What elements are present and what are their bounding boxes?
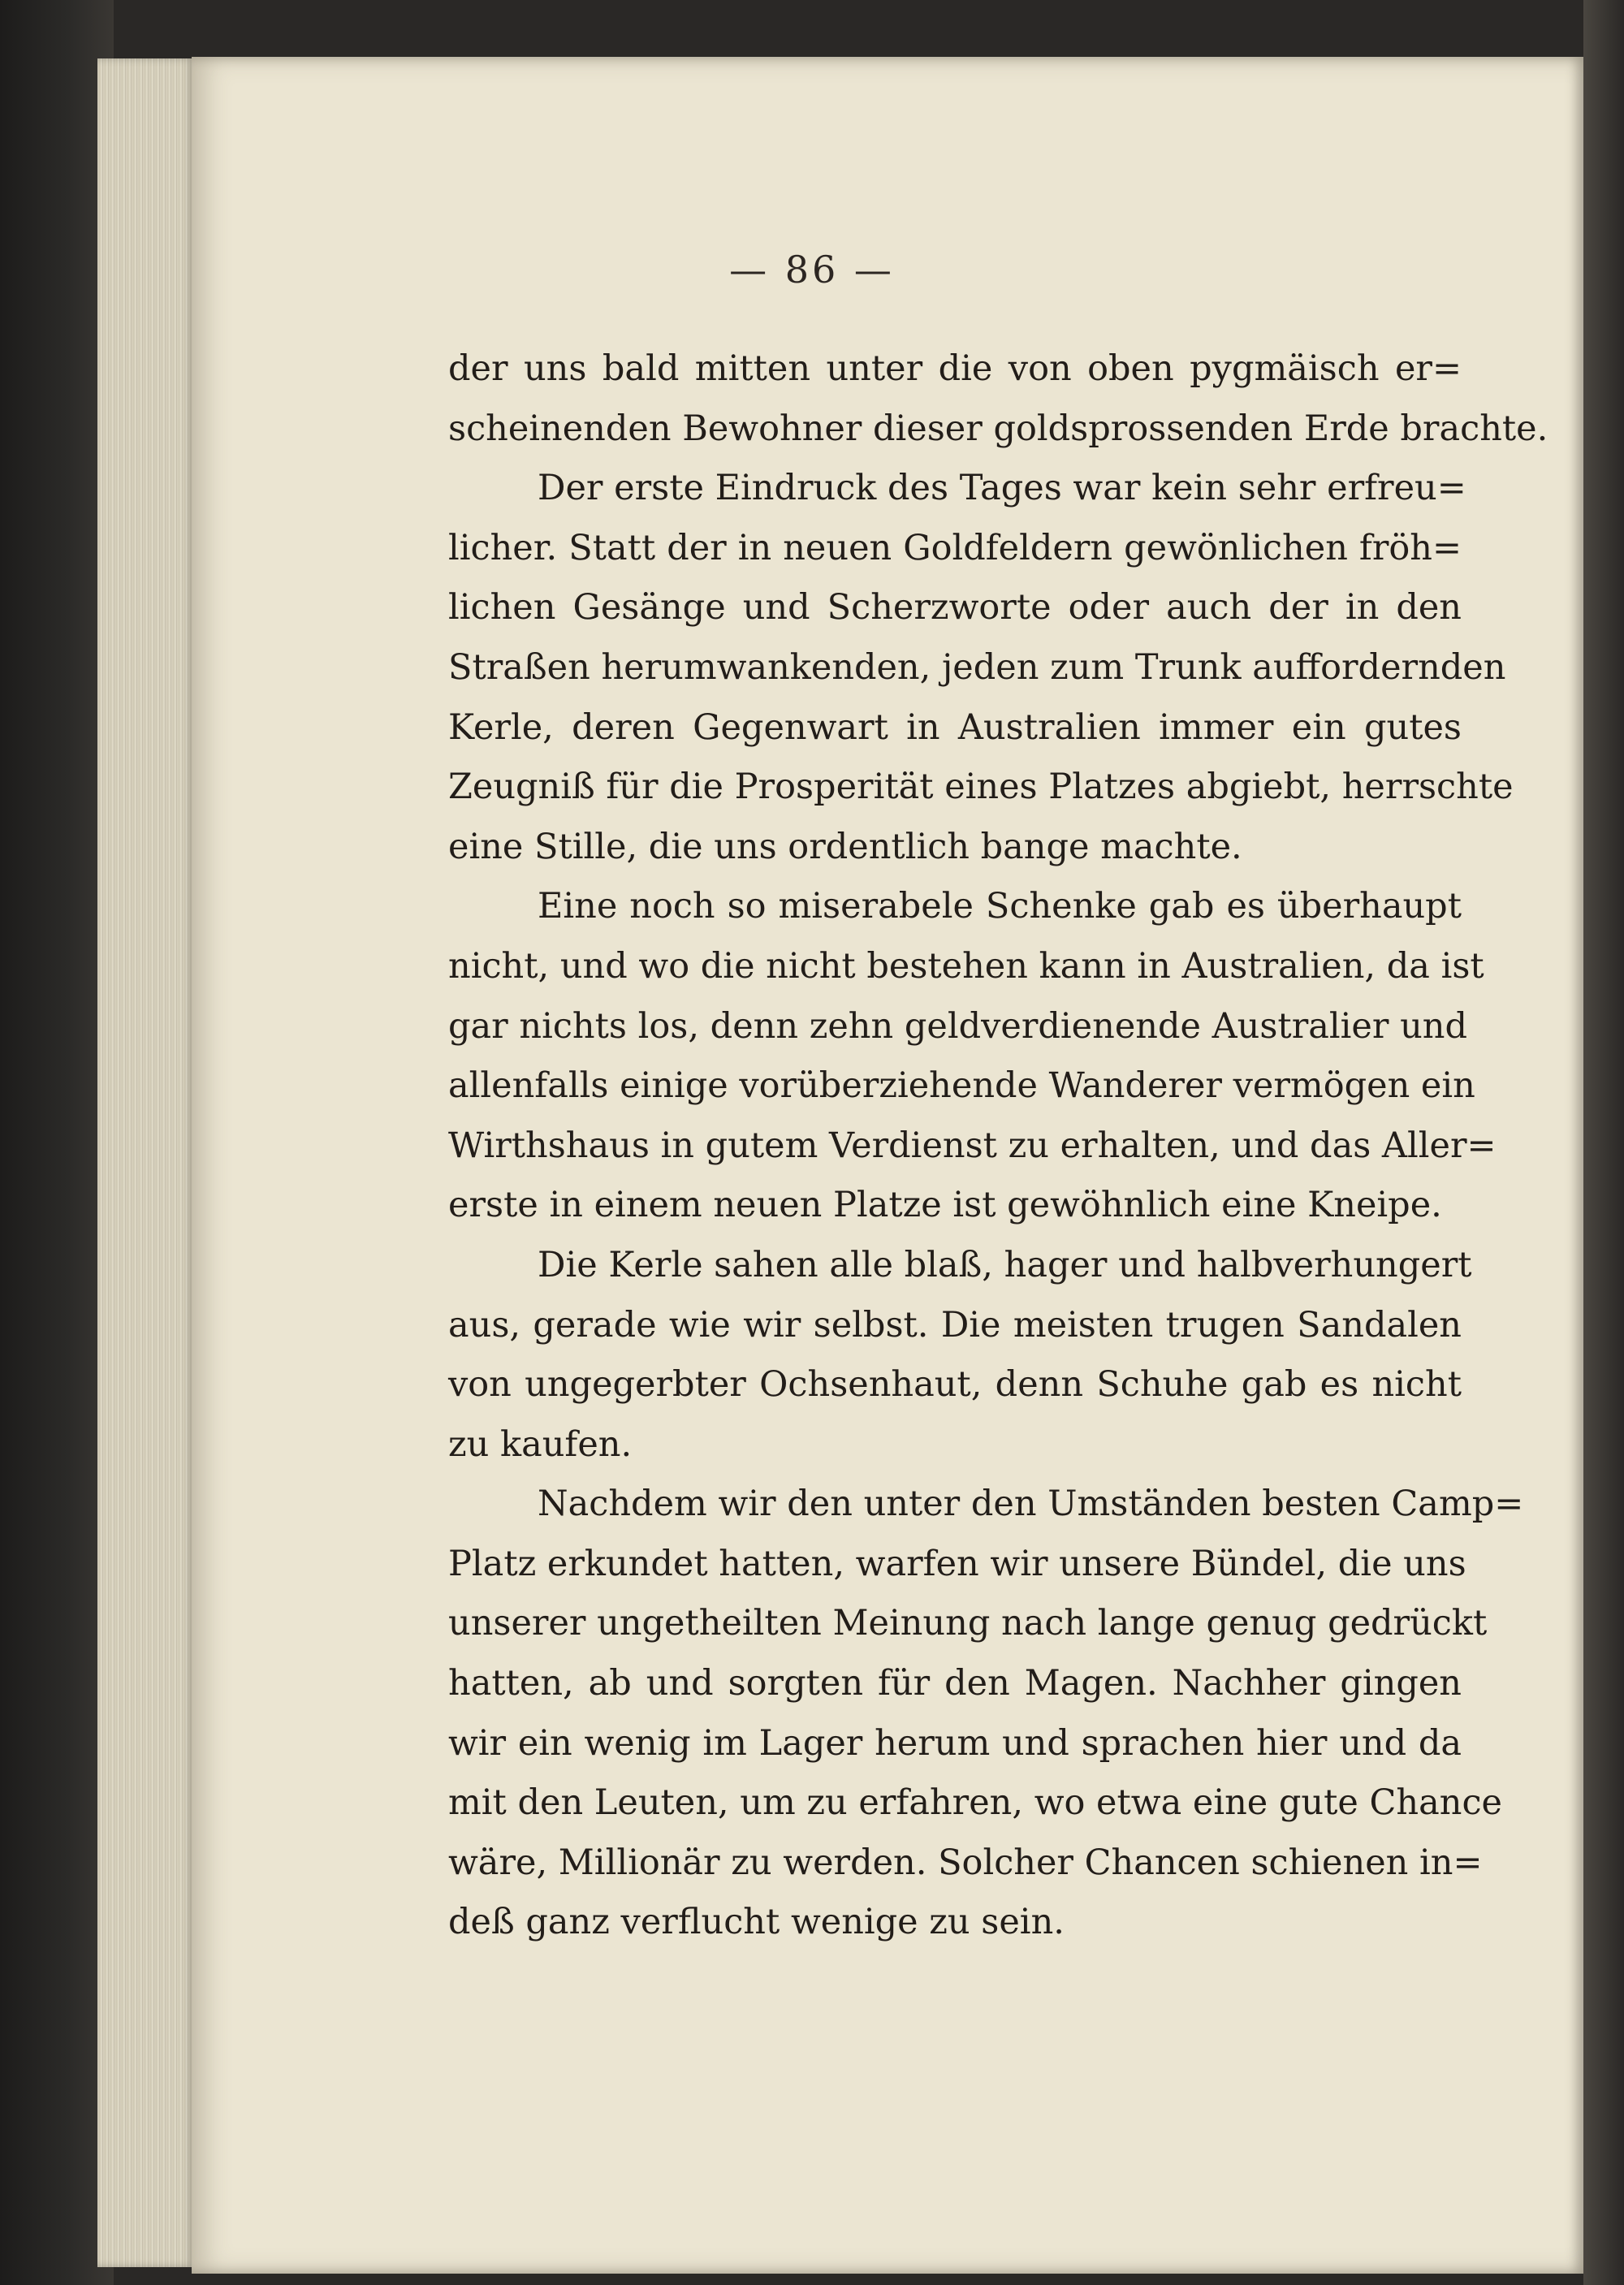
text-line: wäre, Millionär zu werden. Solcher Chancen schienen in= xyxy=(448,1842,1483,1883)
text-line: Kerle, deren Gegenwart in Australien immer ein gutes xyxy=(448,706,1462,748)
text-line: scheinenden Bewohner dieser goldsprossenden Erde brachte. xyxy=(448,408,1548,449)
text-line: wir ein wenig im Lager herum und sprachen hier und da xyxy=(448,1722,1462,1764)
text-line: hatten, ab und sorgten für den Magen. Nachher gingen xyxy=(448,1663,1462,1704)
book-cover xyxy=(0,0,114,2285)
text-line: allenfalls einige vorüberziehende Wanderer vermögen ein xyxy=(448,1065,1475,1107)
text-line: eine Stille, die uns ordentlich bange machte. xyxy=(448,826,1242,867)
text-line: erste in einem neuen Platze ist gewöhnlich eine Kneipe. xyxy=(448,1185,1442,1226)
text-line: licher. Statt der in neuen Goldfeldern gewönlichen fröh= xyxy=(448,527,1462,568)
text-line: Nachdem wir den unter den Umständen besten Camp= xyxy=(538,1484,1524,1525)
text-line: Zeugniß für die Prosperität eines Platzes abgiebt, herrschte xyxy=(448,767,1514,808)
text-line: nicht, und wo die nicht bestehen kann in Australien, da ist xyxy=(448,945,1484,987)
text-line: lichen Gesänge und Scherzworte oder auch der in den xyxy=(448,587,1462,628)
text-line: Straßen herumwankenden, jeden zum Trunk auffordernden xyxy=(448,646,1506,688)
page-edges xyxy=(97,58,195,2267)
text-line: mit den Leuten, um zu erfahren, wo etwa eine gute Chance xyxy=(448,1782,1502,1824)
text-line: Die Kerle sahen alle blaß, hager und halbverhungert xyxy=(538,1244,1472,1285)
text-line: zu kaufen. xyxy=(448,1423,633,1465)
page-text xyxy=(448,339,1548,1953)
text-line: der uns bald mitten unter die von oben pygmäisch er= xyxy=(448,348,1462,389)
text-line: unserer ungetheilten Meinung nach lange genug gedrückt xyxy=(448,1603,1488,1644)
text-line: Der erste Eindruck des Tages war kein sehr erfreu= xyxy=(538,468,1466,509)
page-number: — 86 — xyxy=(729,248,895,292)
text-line: gar nichts los, denn zehn geldverdienende Australier und xyxy=(448,1005,1467,1047)
text-line: Wirthshaus in gutem Verdienst zu erhalten, und das Aller= xyxy=(448,1125,1497,1166)
text-line: Eine noch so miserabele Schenke gab es überhaupt xyxy=(538,886,1462,927)
text-line: von ungegerbter Ochsenhaut, denn Schuhe gab es nicht xyxy=(448,1364,1462,1406)
text-line: Platz erkundet hatten, warfen wir unsere Bündel, die uns xyxy=(448,1543,1466,1584)
text-line: aus, gerade wie wir selbst. Die meisten trugen Sandalen xyxy=(448,1304,1462,1346)
text-line: deß ganz verflucht wenige zu sein. xyxy=(448,1902,1065,1943)
right-edge xyxy=(1583,0,1624,2285)
